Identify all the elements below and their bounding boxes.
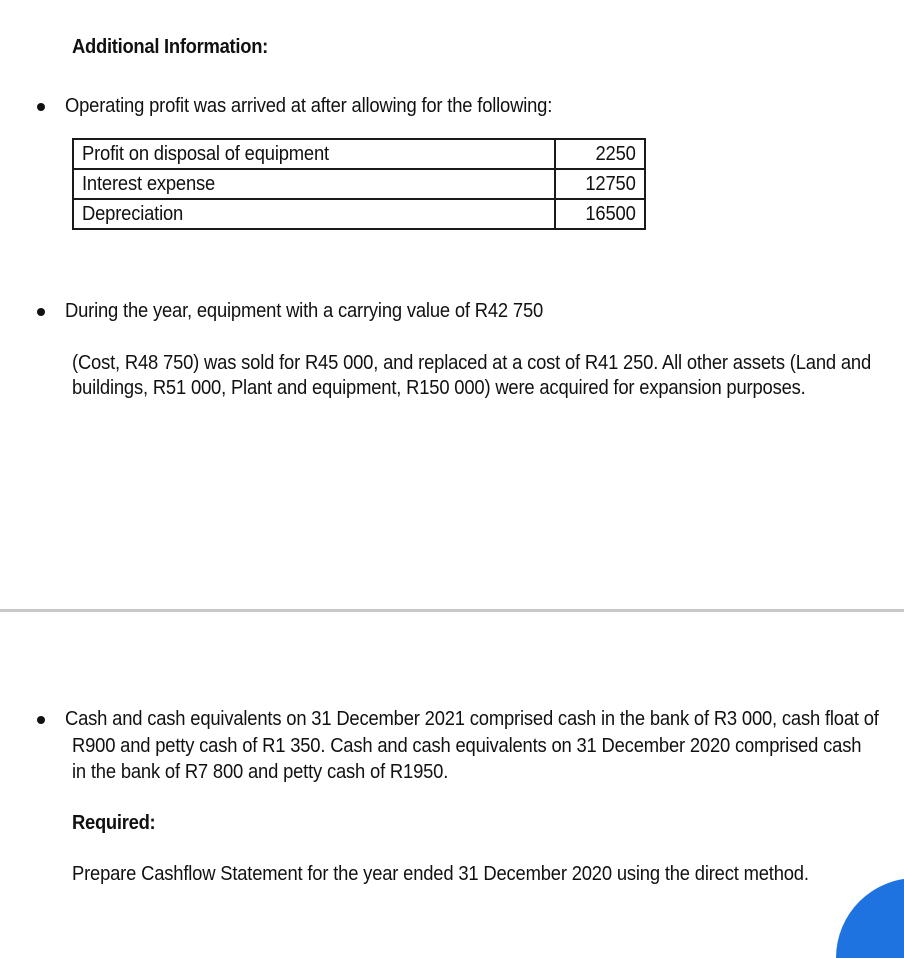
table-cell-value: 12750 xyxy=(555,169,645,199)
table-row xyxy=(73,169,645,199)
table-cell-value: 16500 xyxy=(555,199,645,229)
equipment-disposal-line: During the year, equipment with a carrying value of R42 750 xyxy=(65,300,544,322)
cash-equivalents-line-2: R900 and petty cash of R1 350. Cash and cash equivalents on 31 December 2020 comprised cash xyxy=(72,735,862,757)
page-divider xyxy=(0,609,904,612)
floating-action-button[interactable] xyxy=(836,878,904,958)
bullet-icon xyxy=(37,716,45,724)
bullet-icon xyxy=(37,103,45,111)
operating-profit-intro: Operating profit was arrived at after allowing for the following: xyxy=(65,95,553,117)
table-cell-label: Profit on disposal of equipment xyxy=(73,139,555,169)
table-cell-label: Depreciation xyxy=(73,199,555,229)
bullet-icon xyxy=(37,308,45,316)
table-cell-value: 2250 xyxy=(555,139,645,169)
required-heading: Required: xyxy=(72,812,156,834)
additional-information-heading: Additional Information: xyxy=(72,36,269,58)
operating-profit-table xyxy=(72,138,646,230)
equipment-paragraph-line-1: (Cost, R48 750) was sold for R45 000, and replaced at a cost of R41 250. All other assets (Land and xyxy=(72,352,872,374)
table-cell-label: Interest expense xyxy=(73,169,555,199)
table-row xyxy=(73,199,645,229)
required-instruction: Prepare Cashflow Statement for the year ended 31 December 2020 using the direct method. xyxy=(72,863,809,885)
equipment-paragraph-line-2: buildings, R51 000, Plant and equipment, R150 000) were acquired for expansion purposes. xyxy=(72,377,806,399)
table-row xyxy=(73,139,645,169)
cash-equivalents-line-3: in the bank of R7 800 and petty cash of R1950. xyxy=(72,761,449,783)
cash-equivalents-line-1: Cash and cash equivalents on 31 December 2021 comprised cash in the bank of R3 000, cash float of xyxy=(65,708,879,730)
